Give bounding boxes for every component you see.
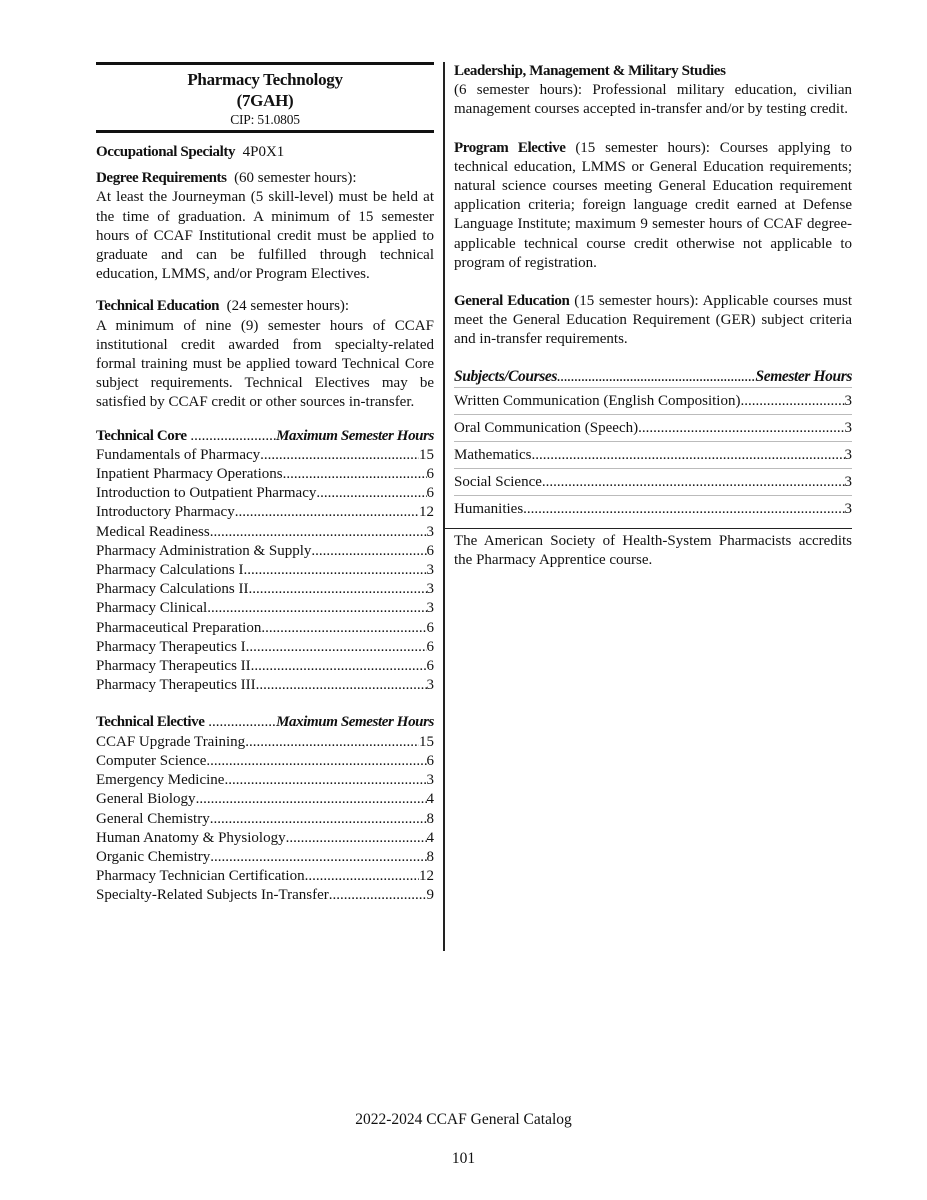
catalog-footer: 2022-2024 CCAF General Catalog (355, 1111, 572, 1128)
technical-core-item (96, 619, 434, 638)
technical-core-item-name: Fundamentals of Pharmacy (96, 446, 261, 463)
technical-education-label: Technical Education (96, 298, 220, 315)
ged-table-header (454, 367, 852, 387)
leader-dots (283, 465, 427, 484)
program-title-block (96, 62, 434, 133)
program-title: Pharmacy Technology (187, 70, 343, 89)
technical-core-item-hours: 3 (426, 677, 434, 694)
leader-dots (207, 599, 426, 618)
technical-core-item-name: Pharmaceutical Preparation (96, 619, 262, 636)
technical-core-item (96, 542, 434, 561)
leader-dots (316, 484, 426, 503)
technical-core-item-name: Pharmacy Clinical (96, 600, 208, 617)
leader-dots (286, 829, 427, 848)
program-elective (454, 139, 852, 273)
program-code: (7GAH) (236, 91, 294, 110)
ged-subject-row-hours: 3 (844, 500, 852, 517)
technical-core-item-name: Pharmacy Therapeutics I (96, 638, 246, 655)
degree-requirements-hours: (60 semester hours): (234, 170, 357, 187)
technical-core-header-right: Maximum Semester Hours (276, 427, 434, 444)
technical-elective-list (96, 713, 434, 905)
technical-core-label: Technical Core (96, 427, 187, 444)
lmms-text: (6 semester hours): Professional military education, civilian management courses accepted in-transfer and/or by testing credit. (454, 82, 852, 118)
page-number: 101 (451, 1150, 476, 1167)
ged-subject-row-name: Social Science (454, 473, 542, 490)
ged-subject-row-hours: 3 (844, 446, 852, 463)
degree-requirements-label: Degree Requirements (96, 170, 227, 187)
ged-subject-row-hours: 3 (844, 419, 852, 436)
technical-core-item-hours: 3 (426, 523, 434, 540)
technical-elective-item (96, 848, 434, 867)
technical-elective-item-hours: 15 (419, 733, 434, 750)
technical-core-item-name: Inpatient Pharmacy Operations (96, 466, 283, 483)
technical-core-item (96, 446, 434, 465)
technical-core-item (96, 599, 434, 618)
general-education-label: General Education (454, 293, 570, 310)
ged-subject-row (454, 496, 852, 522)
technical-elective-item (96, 810, 434, 829)
technical-elective-item-name: General Chemistry (96, 810, 210, 827)
technical-core-item (96, 465, 434, 484)
ged-subject-row (454, 388, 852, 415)
leader-dots (251, 657, 427, 676)
technical-core-item-hours: 6 (426, 466, 434, 483)
technical-core-item (96, 561, 434, 580)
section-rule (445, 528, 852, 529)
occupational-specialty-label: Occupational Specialty (96, 144, 236, 160)
left-column (96, 62, 434, 906)
technical-elective-item-name: Specialty-Related Subjects In-Transfer (96, 887, 329, 904)
technical-education (96, 297, 434, 412)
ged-subject-row-name: Humanities (454, 500, 524, 517)
technical-elective-header (96, 713, 434, 732)
technical-elective-item-hours: 8 (426, 810, 434, 827)
technical-elective-item (96, 733, 434, 752)
leader-dots (245, 733, 419, 752)
leader-dots (329, 886, 427, 905)
technical-core-item-name: Pharmacy Calculations II (96, 581, 249, 598)
technical-core-item-hours: 3 (426, 581, 434, 598)
technical-core-item-hours: 6 (426, 638, 434, 655)
program-elective-text: (15 semester hours): Courses applying to technical education, LMMS or General Education requirements; natural science courses meeting General Education requirement application criteria; foreign language credit earned at Defense Language Institute; maximum 9 semester hours of CCAF degree-applicable technical course credit otherwise not applicable to program of registration. (454, 139, 852, 271)
technical-elective-item-hours: 12 (419, 868, 434, 885)
technical-core-item-name: Introductory Pharmacy (96, 504, 235, 521)
technical-elective-item (96, 790, 434, 809)
technical-elective-item-hours: 8 (426, 848, 434, 865)
technical-core-item-hours: 6 (426, 485, 434, 502)
leader-dots (523, 500, 844, 519)
technical-core-item (96, 676, 434, 695)
technical-elective-item-name: CCAF Upgrade Training (96, 733, 246, 750)
technical-elective-item-name: Emergency Medicine (96, 772, 225, 789)
technical-core-item-name: Introduction to Outpatient Pharmacy (96, 485, 317, 502)
technical-elective-item-name: General Biology (96, 791, 196, 808)
degree-requirements-text: At least the Journeyman (5 skill-level) must be held at the time of graduation. A minimum of 15 semester hours of CCAF Institutional credit must be applied to graduate and can be fulfilled through technical education, LMMS, and/or Program Electives. (96, 189, 434, 283)
technical-elective-label: Technical Elective (96, 714, 205, 731)
technical-education-hours: (24 semester hours): (226, 298, 350, 315)
technical-core-item-hours: 6 (426, 658, 434, 675)
technical-core-item-hours: 12 (419, 504, 434, 521)
ged-subject-row-hours: 3 (844, 392, 852, 409)
technical-elective-item (96, 829, 434, 848)
leader-dots (196, 790, 427, 809)
occupational-specialty-value: 4P0X1 (242, 144, 285, 160)
technical-core-item (96, 580, 434, 599)
technical-elective-header-right: Maximum Semester Hours (276, 714, 434, 731)
technical-core-item-name: Pharmacy Administration & Supply (96, 542, 312, 559)
leader-dots (531, 446, 844, 465)
leader-dots (235, 503, 419, 522)
technical-core-item (96, 484, 434, 503)
lmms-label: Leadership, Management & Military Studies (454, 63, 726, 79)
leader-dots (260, 446, 419, 465)
technical-core-header (96, 427, 434, 446)
technical-elective-item-hours: 4 (426, 829, 434, 846)
program-elective-label: Program Elective (454, 139, 566, 156)
leader-dots (210, 848, 426, 867)
technical-core-item (96, 503, 434, 522)
technical-core-item-name: Pharmacy Therapeutics III (96, 677, 256, 694)
technical-core-item-hours: 3 (426, 562, 434, 579)
technical-elective-item-name: Human Anatomy & Physiology (96, 829, 286, 846)
leader-dots (311, 542, 426, 561)
degree-requirements (96, 169, 434, 284)
technical-core-item-hours: 6 (426, 619, 434, 636)
technical-elective-item (96, 752, 434, 771)
technical-elective-item (96, 886, 434, 905)
ged-subject-row-hours: 3 (844, 473, 852, 490)
column-divider (443, 62, 445, 951)
ged-table (454, 367, 852, 522)
leader-dots (248, 580, 426, 599)
accreditation-note: The American Society of Health-System Pharmacists accredits the Pharmacy Apprentice course. (454, 532, 852, 568)
ged-subject-row (454, 469, 852, 496)
leader-dots (210, 810, 427, 829)
technical-core-item (96, 657, 434, 676)
technical-core-list (96, 427, 434, 696)
technical-elective-item (96, 771, 434, 790)
ged-subject-row-name: Mathematics (454, 446, 532, 463)
ged-subject-row (454, 415, 852, 442)
leader-dots (243, 561, 426, 580)
technical-elective-item-hours: 3 (426, 772, 434, 789)
technical-core-item-name: Pharmacy Therapeutics II (96, 658, 251, 675)
lmms (454, 62, 852, 120)
leader-dots (261, 619, 426, 638)
right-column (454, 62, 852, 570)
technical-elective-item-name: Pharmacy Technician Certification (96, 868, 305, 885)
cip-code: CIP: 51.0805 (230, 112, 300, 127)
technical-education-text: A minimum of nine (9) semester hours of CCAF institutional credit awarded from specialty-related formal training must be applied toward Technical Core subject requirements. Technical Electives may be satisfied by CCAF credit or other sources in-transfer. (96, 317, 434, 411)
technical-core-item-hours: 6 (426, 542, 434, 559)
general-education-text: (15 semester hours): Applicable courses must meet the General Education Requirement (GER) subject criteria and in-transfer requirements. (454, 293, 853, 348)
ged-header-left: Subjects/Courses (454, 367, 557, 385)
technical-elective-item-hours: 9 (426, 887, 434, 904)
technical-elective-item-name: Computer Science (96, 752, 207, 769)
ged-subject-row-name: Oral Communication (Speech) (454, 419, 639, 436)
technical-core-item-name: Medical Readiness (96, 523, 210, 540)
leader-dots (224, 771, 426, 790)
ged-header-right: Semester Hours (755, 367, 852, 385)
technical-elective-item-hours: 6 (426, 752, 434, 769)
leader-dots (246, 638, 427, 657)
technical-core-item-name: Pharmacy Calculations I (96, 562, 244, 579)
leader-dots (256, 676, 427, 695)
technical-elective-item (96, 867, 434, 886)
occupational-specialty (96, 143, 434, 162)
leader-dots (740, 392, 844, 411)
technical-core-item (96, 638, 434, 657)
technical-elective-item-name: Organic Chemistry (96, 848, 211, 865)
ged-subject-row (454, 442, 852, 469)
technical-core-item (96, 523, 434, 542)
leader-dots (210, 523, 427, 542)
technical-elective-item-hours: 4 (426, 791, 434, 808)
general-education (454, 292, 852, 350)
ged-subject-row-name: Written Communication (English Composition) (454, 392, 741, 409)
technical-core-item-hours: 15 (419, 446, 434, 463)
technical-core-item-hours: 3 (426, 600, 434, 617)
leader-dots (206, 752, 426, 771)
leader-dots (638, 419, 844, 438)
leader-dots (305, 867, 419, 886)
leader-dots (542, 473, 845, 492)
